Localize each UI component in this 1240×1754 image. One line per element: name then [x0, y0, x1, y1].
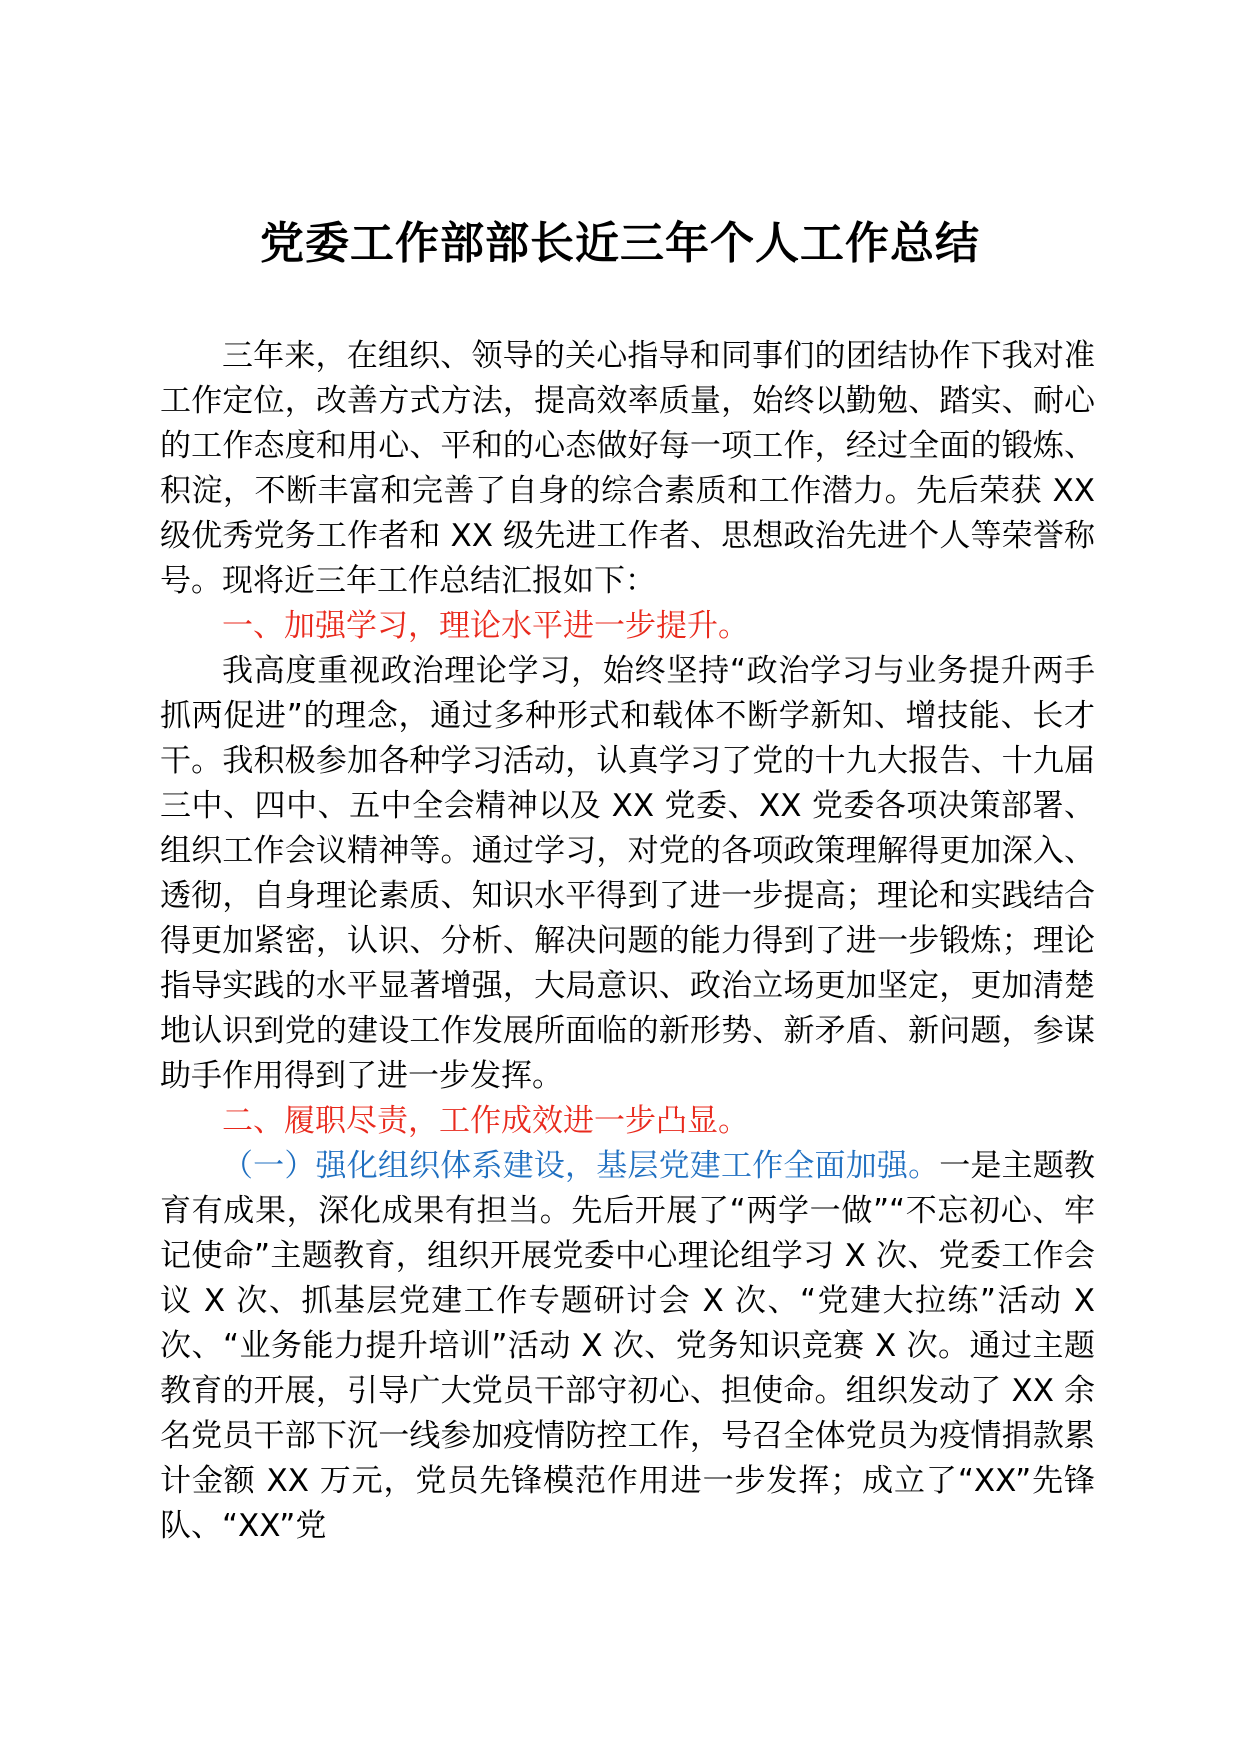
subsection-heading-1: （一）强化组织体系建设，基层党建工作全面加强。: [222, 1148, 940, 1184]
intro-paragraph: 三年来，在组织、领导的关心指导和同事们的团结协作下我对准工作定位，改善方式方法，提高效率质量，始终以勤勉、踏实、耐心的工作态度和用心、平和的心态做好每一项工作，经过全面的锻炼、积淀，不断丰富和完善了自身的综合素质和工作潜力。先后荣获 XX 级优秀党务工作者和 XX 级先进工作者、思想政治先进个人等荣誉称号。现将近三年工作总结汇报如下：: [160, 338, 1095, 599]
subsection-1-text: 一是主题教育有成果，深化成果有担当。先后开展了“两学一做”“不忘初心、牢记使命”主题教育，组织开展党委中心理论组学习 X 次、党委工作会议 X 次、抓基层党建工作专题研讨会 X 次、“党建大拉练”活动 X 次、“业务能力提升培训”活动 X 次、党务知识竞赛 X 次。通过主题教育的开展，引导广大党员干部守初心、担使命。组织发动了 XX 余名党员干部下沉一线参加疫情防控工作，号召全体党员为疫情捐款累计金额 XX 万元，党员先锋模范作用进一步发挥；成立了“XX”先锋队、“XX”党: [160, 1148, 1096, 1544]
section-2-paragraph: [160, 1144, 1095, 1549]
document-title: 党委工作部部长近三年个人工作总结: [260, 218, 980, 269]
section-heading-1: 一、加强学习，理论水平进一步提升。: [222, 608, 749, 644]
document-body: [160, 334, 1095, 1549]
section-heading-2: 二、履职尽责，工作成效进一步凸显。: [222, 1103, 749, 1139]
section-1-paragraph: 我高度重视政治理论学习，始终坚持“政治学习与业务提升两手抓两促进”的理念，通过多种形式和载体不断学新知、增技能、长才干。我积极参加各种学习活动，认真学习了党的十九大报告、十九届三中、四中、五中全会精神以及 XX 党委、XX 党委各项决策部署、组织工作会议精神等。通过学习，对党的各项政策理解得更加深入、透彻，自身理论素质、知识水平得到了进一步提高；理论和实践结合得更加紧密，认识、分析、解决问题的能力得到了进一步锻炼；理论指导实践的水平显著增强，大局意识、政治立场更加坚定，更加清楚地认识到党的建设工作发展所面临的新形势、新矛盾、新问题，参谋助手作用得到了进一步发挥。: [160, 653, 1095, 1094]
